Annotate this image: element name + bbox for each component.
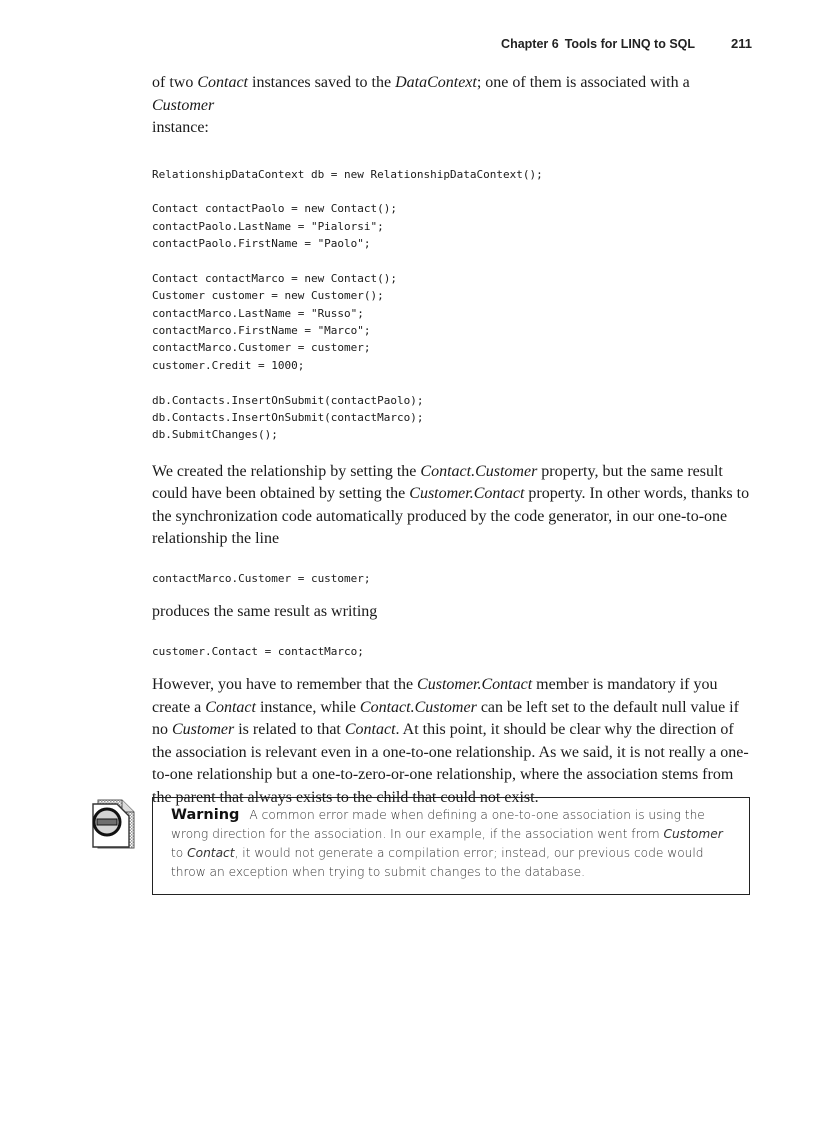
code-line: contactMarco.Customer = customer; [152,341,371,355]
paragraph-however: However, you have to remember that the Customer.Contact member is mandatory if you create a Contact instance, while Contact.Customer can be left set to the default null value if no Customer is related to that Contact. At this point, it should be clear why the direction of the association is relevant even in a one-to-one relationship. As we said, it is not really a one-to-one relationship but a one-to-zero-or-one relationship, where the association stems from the parent that always exists to the child that could not exist. [152,676,749,806]
paragraph-relationship: We created the relationship by setting the Contact.Customer property, but the same result could have been obtained by setting the Customer.Contact property. In other words, thanks to the synchronization code automatically produced by the code generator, in our one-to-one relationship the line [152,462,750,548]
code-line: db.Contacts.InsertOnSubmit(contactMarco); [152,410,424,424]
code-listing-main [152,166,752,444]
paragraph-intro: of two Contact instances saved to the DataContext; one of them is associated with a Customer instance: [152,74,690,136]
running-header [501,36,752,51]
warning-callout: Warning A common error made when defining a one-to-one association is using the wrong direction for the association. In our example, if the association went from Customer to Contact, it would not generate a compilation error; instead, our previous code would throw an exception when trying to submit changes to the database. [152,797,750,895]
code-line: db.Contacts.InsertOnSubmit(contactPaolo); [152,393,424,407]
code-snippet-contact: customer.Contact = contactMarco; [152,644,364,658]
warning-icon [89,798,137,850]
code-line: contactPaolo.FirstName = "Paolo"; [152,237,371,251]
page-body [152,72,752,809]
code-line: contactMarco.LastName = "Russo"; [152,306,364,320]
page-number: 211 [731,36,752,51]
code-line: Customer customer = new Customer(); [152,289,384,303]
code-line: Contact contactPaolo = new Contact(); [152,202,398,216]
code-line: RelationshipDataContext db = new RelationshipDataContext(); [152,167,543,181]
code-line: Contact contactMarco = new Contact(); [152,271,398,285]
chapter-label: Chapter 6 [501,37,559,51]
code-line [152,183,752,200]
code-snippet-customer: contactMarco.Customer = customer; [152,571,371,585]
chapter-title: Tools for LINQ to SQL [564,37,696,51]
code-line: customer.Credit = 1000; [152,358,305,372]
paragraph-same-result: produces the same result as writing [152,603,378,621]
warning-label: Warning [171,807,240,823]
code-line: db.SubmitChanges(); [152,428,278,442]
code-line [152,252,752,269]
code-line [152,374,752,391]
code-line: contactPaolo.LastName = "Pialorsi"; [152,219,384,233]
code-line: contactMarco.FirstName = "Marco"; [152,324,371,338]
